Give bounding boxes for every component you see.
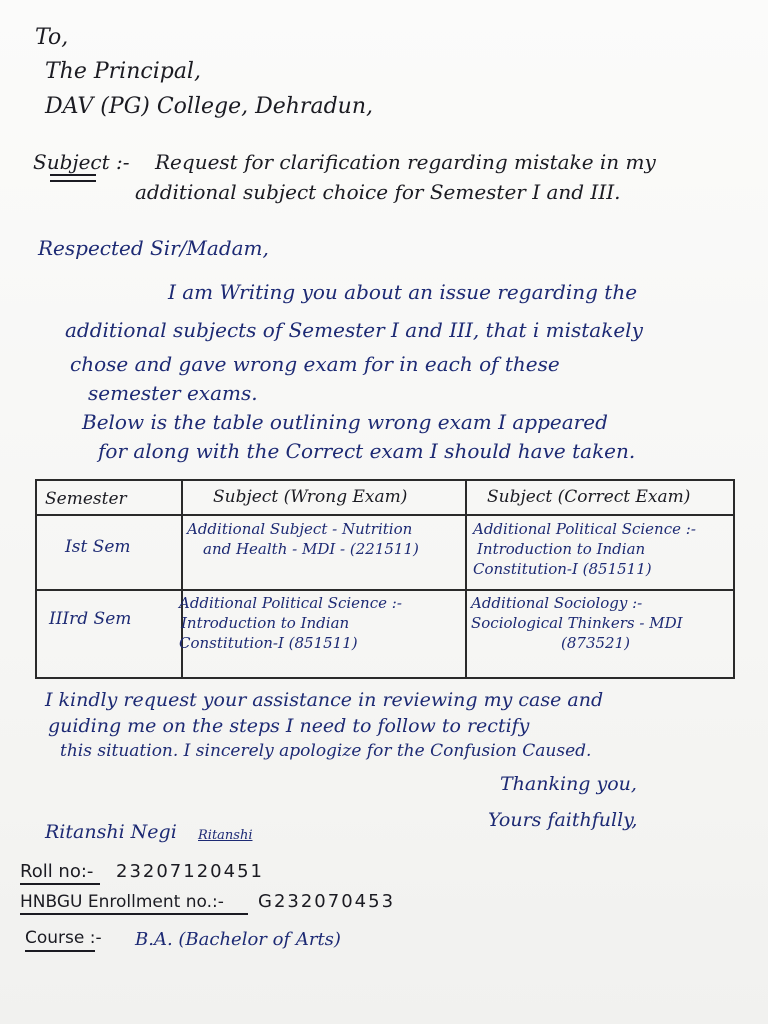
sender-name: Ritanshi Negi (45, 821, 177, 843)
yours-faithfully: Yours faithfully, (488, 809, 638, 831)
recipient-title: The Principal, (45, 59, 201, 84)
subject-underline-2 (50, 180, 96, 182)
row1-correct-line: Constitution-I (851511) (473, 560, 652, 578)
row1-correct-line: Additional Political Science :- (473, 520, 696, 538)
recipient-college: DAV (PG) College, Dehradun, (45, 94, 373, 119)
closing-line-3: this situation. I sincerely apologize for the Confusion Caused. (60, 741, 592, 761)
roll-label: Roll no:- (20, 861, 94, 882)
table-header-correct: Subject (Correct Exam) (487, 487, 691, 507)
course-underline (25, 950, 95, 952)
row2-wrong-line: Additional Political Science :- (179, 594, 402, 612)
row1-correct-line: Introduction to Indian (477, 540, 646, 558)
enrollment-underline (20, 913, 248, 915)
table-header-semester: Semester (45, 489, 127, 509)
subject-text-1: Request for clarification regarding mistake in my (155, 150, 656, 174)
body-line-1: I am Writing you about an issue regarding the (168, 280, 638, 304)
subject-label: Subject :- (33, 150, 130, 174)
row2-wrong-line: Introduction to Indian (181, 614, 350, 632)
row2-wrong-line: Constitution-I (851511) (179, 634, 358, 652)
body-line-5: Below is the table outlining wrong exam I appeared (82, 410, 608, 434)
row2-wrong (179, 593, 402, 653)
subject-underline (50, 174, 96, 176)
row2-correct-line: Sociological Thinkers - MDI (471, 614, 683, 632)
thanking-you: Thanking you, (500, 773, 637, 795)
to-line: To, (35, 25, 69, 50)
body-line-2: additional subjects of Semester I and III, that i mistakely (65, 318, 643, 342)
closing-line-1: I kindly request your assistance in reviewing my case and (45, 689, 604, 711)
signature: Ritanshi (198, 828, 253, 843)
course-value: B.A. (Bachelor of Arts) (135, 929, 341, 950)
subject-text-2: additional subject choice for Semester I and III. (135, 180, 621, 204)
enrollment-label: HNBGU Enrollment no.:- (20, 892, 224, 912)
table-header-wrong: Subject (Wrong Exam) (213, 487, 408, 507)
salutation: Respected Sir/Madam, (38, 236, 269, 260)
body-line-4: semester exams. (88, 381, 258, 405)
row1-wrong-line: Additional Subject - Nutrition (187, 520, 413, 538)
body-line-3: chose and gave wrong exam for in each of these (70, 352, 560, 376)
roll-value: 23207120451 (116, 861, 264, 882)
enrollment-value: G232070453 (258, 891, 396, 912)
row1-correct (473, 519, 696, 579)
row1-wrong-line: and Health - MDI - (221511) (203, 540, 419, 558)
roll-underline (20, 883, 100, 885)
body-line-6: for along with the Correct exam I should have taken. (98, 439, 636, 463)
table-divider (465, 481, 467, 677)
row1-wrong (187, 519, 419, 559)
row1-semester: Ist Sem (65, 537, 131, 557)
course-label: Course :- (25, 928, 102, 948)
exam-table (35, 479, 735, 679)
row2-correct-line: (873521) (561, 634, 630, 652)
table-divider (37, 589, 733, 591)
row2-semester: IIIrd Sem (49, 609, 132, 629)
table-divider (37, 514, 733, 516)
row2-correct (471, 593, 683, 653)
row2-correct-line: Additional Sociology :- (471, 594, 643, 612)
closing-line-2: guiding me on the steps I need to follow to rectify (48, 715, 530, 737)
